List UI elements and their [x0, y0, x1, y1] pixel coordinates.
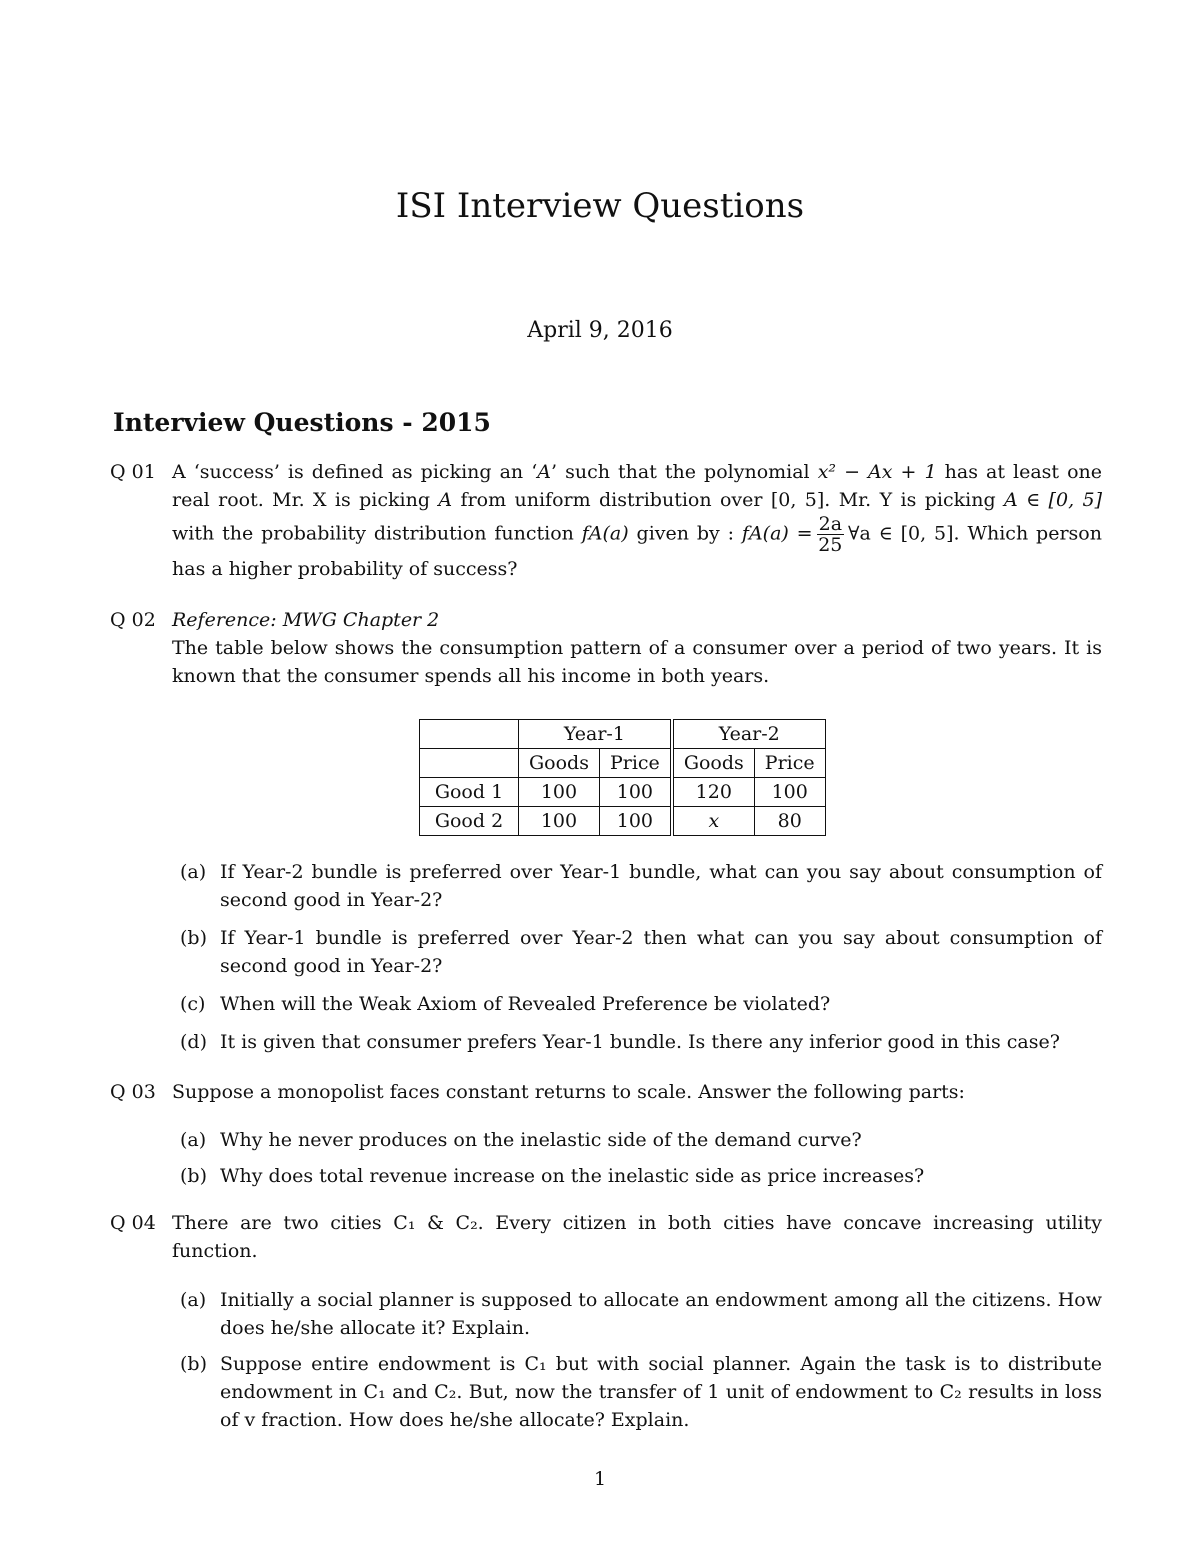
part-label: (b) [180, 927, 207, 949]
q1-polynomial: x² − Ax + 1 [817, 461, 937, 483]
part-label: (d) [180, 1031, 207, 1053]
question-2 [110, 606, 1102, 690]
table-cell [420, 749, 519, 778]
q1-fraction [817, 514, 844, 555]
list-item [180, 1286, 1102, 1342]
q1-text-a: A ‘success’ is defined as picking an ‘ [172, 461, 538, 483]
question-1 [110, 458, 1102, 583]
price-header: Price [599, 749, 671, 778]
question-number: Q 04 [110, 1212, 156, 1234]
goods-header: Goods [519, 749, 600, 778]
q3-parts [180, 1126, 1102, 1190]
part-text: If Year-1 bundle is preferred over Year-2 then what can you say about consumption of second good in Year-2? [220, 927, 1102, 977]
q1-text-g: ∀a ∈ [0, 5]. Which person has a higher probability of success? [172, 522, 1102, 580]
q1-text-d: from uniform distribution over [0, 5]. Mr. Y is picking [452, 489, 1004, 511]
row-label: Good 2 [420, 807, 519, 836]
table-row [420, 807, 826, 836]
question-text: Suppose a monopolist faces constant returns to scale. Answer the following parts: [172, 1081, 965, 1103]
question-number: Q 03 [110, 1081, 156, 1103]
part-text: Why does total revenue increase on the inelastic side as price increases? [220, 1165, 925, 1187]
table-cell: x [672, 807, 754, 836]
q2-text: The table below shows the consumption pattern of a consumer over a period of two years. It is known that the consumer spends all his income in both years. [172, 637, 1102, 687]
part-text: Suppose entire endowment is C₁ but with social planner. Again the task is to distribute endowment in C₁ and C₂. But, now the transfer of 1 unit of endowment to C₂ results in loss of v fraction. How does he/she allocate? Explain. [220, 1353, 1102, 1431]
section-heading: Interview Questions - 2015 [113, 408, 491, 437]
document-date: April 9, 2016 [527, 318, 673, 343]
question-3 [110, 1078, 1102, 1106]
q1-pdf-eq: fA(a) = [741, 522, 813, 545]
part-text: If Year-2 bundle is preferred over Year-1 bundle, what can you say about consumption of second good in Year-2? [220, 861, 1102, 911]
table-cell [420, 720, 519, 749]
year2-header: Year-2 [672, 720, 825, 749]
consumption-table [419, 719, 826, 836]
q1-pdf: fA(a) [581, 522, 629, 545]
part-label: (b) [180, 1165, 207, 1187]
question-text [172, 606, 1102, 690]
q1-range: A ∈ [0, 5] [1004, 489, 1102, 511]
part-label: (a) [180, 1129, 207, 1151]
question-number: Q 01 [110, 461, 156, 483]
price-header: Price [754, 749, 825, 778]
table-cell: 80 [754, 807, 825, 836]
q1-text-e: with the probability distribution function [172, 522, 582, 545]
table-cell: 100 [754, 778, 825, 807]
document-title: ISI Interview Questions [395, 186, 805, 226]
q1-var-a-2: A [438, 489, 453, 511]
part-label: (c) [180, 993, 206, 1015]
q1-text-b: ’ such that the polynomial [551, 461, 818, 483]
part-label: (a) [180, 861, 207, 883]
page-number: 1 [593, 1468, 607, 1490]
list-item [180, 1350, 1102, 1434]
fraction-denominator: 25 [818, 534, 843, 556]
question-4 [110, 1209, 1102, 1265]
part-text: It is given that consumer prefers Year-1 bundle. Is there any inferior good in this case? [220, 1031, 1060, 1053]
q4-parts [180, 1286, 1102, 1434]
table-cell: 120 [672, 778, 754, 807]
table-cell: 100 [519, 807, 600, 836]
question-text: There are two cities C₁ & C₂. Every citizen in both cities have concave increasing utility function. [172, 1212, 1102, 1262]
part-text: When will the Weak Axiom of Revealed Preference be violated? [220, 993, 831, 1015]
goods-header: Goods [672, 749, 754, 778]
q1-var-a: A [537, 461, 551, 483]
question-number: Q 02 [110, 609, 156, 631]
table-row [420, 778, 826, 807]
table-cell: 100 [599, 778, 671, 807]
list-item [180, 1028, 1102, 1056]
fraction-numerator: 2a [818, 513, 843, 535]
part-text: Why he never produces on the inelastic side of the demand curve? [220, 1129, 862, 1151]
part-label: (b) [180, 1353, 207, 1375]
list-item [180, 990, 1102, 1018]
table-cell: 100 [519, 778, 600, 807]
row-label: Good 1 [420, 778, 519, 807]
q1-text-f: given by : [628, 522, 742, 545]
list-item [180, 1126, 1102, 1154]
table-row [420, 720, 826, 749]
list-item [180, 858, 1102, 914]
list-item [180, 1162, 1102, 1190]
table-row [420, 749, 826, 778]
list-item [180, 924, 1102, 980]
table-cell: 100 [599, 807, 671, 836]
reference: Reference: MWG Chapter 2 [172, 609, 440, 631]
q2-parts [180, 858, 1102, 1056]
question-text [172, 458, 1102, 583]
part-text: Initially a social planner is supposed to allocate an endowment among all the citizens. How does he/she allocate it? Explain. [220, 1289, 1102, 1339]
part-label: (a) [180, 1289, 207, 1311]
q1-text-c: has at least one real root. Mr. X is picking [172, 461, 1103, 511]
year1-header: Year-1 [519, 720, 672, 749]
